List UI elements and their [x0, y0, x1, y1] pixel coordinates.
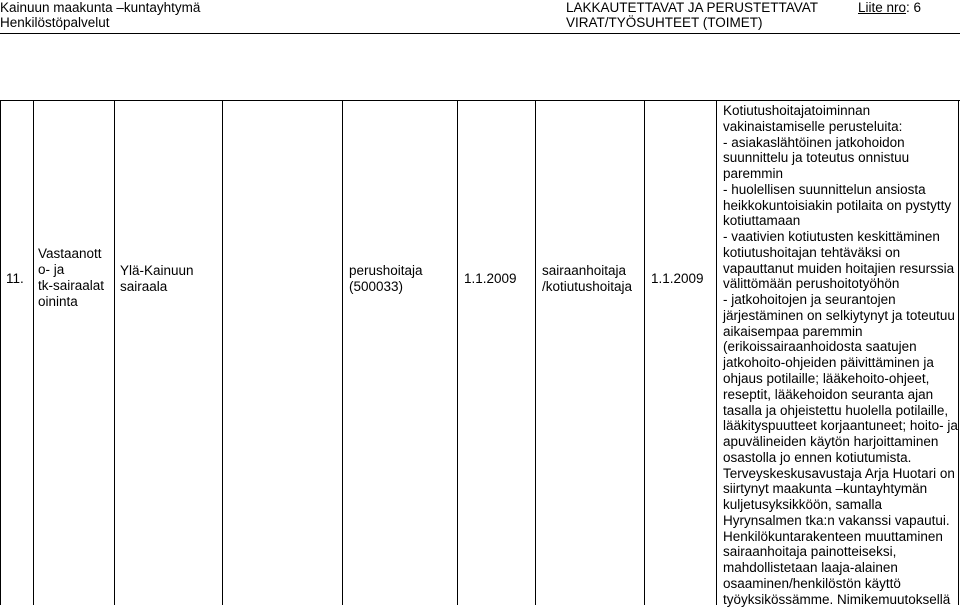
unit-title: Vastaanott o- ja tk-sairaalat oininta [38, 246, 105, 309]
new-position-date: 1.1.2009 [651, 271, 704, 286]
table-column-divider [535, 101, 536, 605]
abolished-position: perushoitaja (500033) [349, 263, 423, 294]
appendix-number [858, 0, 921, 16]
table-column-divider [644, 101, 645, 605]
department-name: Henkilöstöpalvelut [0, 15, 110, 30]
table-column-divider [222, 101, 223, 605]
table-column-divider [33, 101, 34, 605]
table-top-border [0, 100, 960, 101]
table-column-divider [114, 101, 115, 605]
appendix-label: Liite nro [858, 0, 907, 15]
document-title-line1: LAKKAUTETTAVAT JA PERUSTETTAVAT [566, 0, 819, 15]
justification-text: Kotiutushoitajatoiminnan vakinaistamiselle perusteluita: - asiakaslähtöinen jatkohoidon suunnittelu ja toteutus onnistuu paremmin - huolellisen suunnittelun ansiosta heikkokuntoisiakin potilaita on pystytty kotiuttamaan - vaativien kotiutusten keskittäminen kotiutushoitajan tehtäväksi on vapauttanut muiden hoitajien resurssia välittömään perushoitotyöhön - jatkohoitojen ja seurantojen järjestäminen on selkiytynyt ja toteutuu aikaisempaa paremmin (erikoissairaanhoidosta saatujen jatkohoito-ohjeiden päivittäminen ja ohjaus potilaille; lääkehoito-ohjeet, reseptit, lääkehoidon seuranta ajan tasalla ja ohjeistettu huolella potilaille, lääkityspuutteet korjaantuneet; hoito- ja apuvälineiden käytön harjoittaminen osastolla jo ennen kotiutumista. Terveyskeskusavustaja Arja Huotari on siirtynyt maakunta –kuntayhtymän kuljetusyksikköön, samalla Hyrynsalmen tka:n vakanssi vapautui. Henkilökuntarakenteen muuttaminen sairaanhoitaja painotteiseksi, mahdollistetaan laaja-alainen osaaminen/henkilöstön käyttö työyksikössämme. Nimikemuutoksellä [723, 103, 958, 607]
document-title-line2: VIRAT/TYÖSUHTEET (TOIMET) [566, 15, 763, 30]
row-number: 11. [6, 271, 24, 286]
abolished-date: 1.1.2009 [464, 271, 517, 286]
organization-unit: Ylä-Kainuun sairaala [120, 263, 194, 294]
table-column-divider [716, 101, 717, 605]
table-column-divider [457, 101, 458, 605]
new-position: sairaanhoitaja /kotiutushoitaja [542, 263, 633, 294]
org-name: Kainuun maakunta –kuntayhtymä [0, 0, 201, 15]
table-border [0, 101, 1, 605]
appendix-value: : 6 [906, 0, 922, 15]
header-divider [0, 33, 960, 34]
table-column-divider [342, 101, 343, 605]
